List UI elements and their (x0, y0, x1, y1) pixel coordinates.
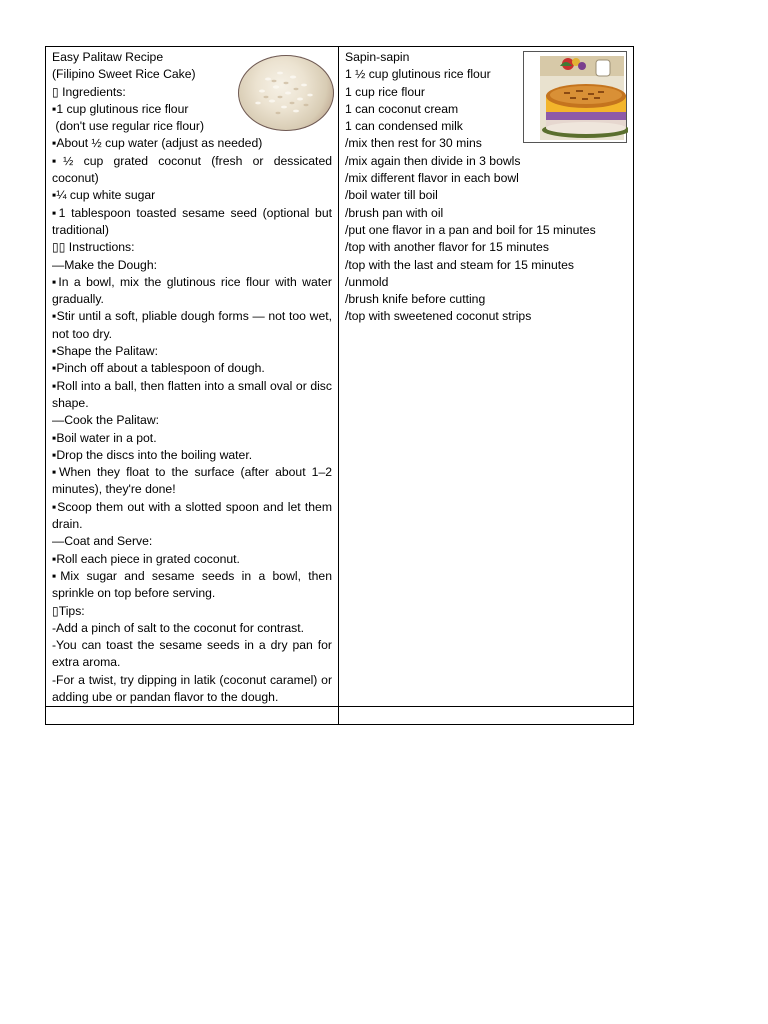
tip-item: -For a twist, try dipping in latik (coconut caramel) or adding ube or pandan flavor to the dough. (52, 672, 336, 704)
tip-item: -Add a pinch of salt to the coconut for contrast. (52, 620, 305, 635)
clipboard-icon: ▯ (52, 84, 59, 99)
empty-cell-left (46, 707, 339, 725)
palitaw-cell (46, 47, 339, 707)
ingredient-item: ▪1 cup glutinous rice flour (52, 101, 189, 116)
instructions-heading-label: Instructions: (65, 240, 135, 255)
sapin-line: /mix then rest for 30 mins (345, 136, 482, 151)
sapin-line: /mix different flavor in each bowl (345, 171, 519, 186)
palitaw-subtitle: (Filipino Sweet Rice Cake) (52, 67, 196, 82)
recipe-table (45, 46, 634, 725)
sapin-line: /brush pan with oil (345, 205, 444, 220)
sapin-line: /unmold (345, 274, 389, 289)
sapin-line: /brush knife before cutting (345, 292, 486, 307)
ingredient-item: ▪1 tablespoon toasted sesame seed (optional but traditional) (52, 205, 336, 237)
rice-texture (238, 55, 334, 131)
sapin-sapin-photo (523, 51, 627, 143)
instruction-step: ▪Shape the Palitaw: (52, 344, 158, 359)
sapin-title: Sapin-sapin (345, 50, 410, 64)
sapin-line: /put one flavor in a pan and boil for 15 minutes (345, 222, 596, 237)
sapin-line: 1 ½ cup glutinous rice flour (345, 67, 491, 82)
tips-heading (52, 603, 332, 620)
instructions-heading (52, 239, 332, 256)
instruction-step: —Cook the Palitaw: (52, 413, 160, 428)
instruction-step: ▪Roll into a ball, then flatten into a small oval or disc shape. (52, 378, 336, 410)
instruction-step: —Coat and Serve: (52, 534, 153, 549)
sapin-line: /mix again then divide in 3 bowls (345, 153, 521, 168)
sapin-line: /boil water till boil (345, 188, 438, 203)
cake-illustration (524, 52, 628, 144)
instruction-step: ▪Roll each piece in grated coconut. (52, 551, 240, 566)
lightbulb-icon: ▯ (52, 603, 59, 618)
instruction-step: ▪Boil water in a pot. (52, 430, 157, 445)
ingredient-item: ▪½ cup grated coconut (fresh or dessicated coconut) (52, 153, 336, 186)
sapin-line: /top with the last and steam for 15 minutes (345, 257, 574, 272)
sapin-line: 1 can condensed milk (345, 119, 463, 134)
instruction-step: ▪Scoop them out with a slotted spoon and let them drain. (52, 499, 336, 532)
sapin-line: 1 can coconut cream (345, 101, 459, 116)
instruction-step: ▪Stir until a soft, pliable dough forms — not too wet, not too dry. (52, 309, 336, 341)
sapin-line: /top with sweetened coconut strips (345, 309, 532, 324)
sapin-line: 1 cup rice flour (345, 84, 425, 99)
instruction-step: —Make the Dough: (52, 257, 158, 272)
palitaw-title: Easy Palitaw Recipe (52, 50, 164, 64)
ingredients-heading-label: Ingredients: (58, 84, 126, 99)
ingredient-item: ▪About ½ cup water (adjust as needed) (52, 136, 263, 151)
sapin-sapin-cell (339, 47, 634, 707)
instruction-step: ▪Pinch off about a tablespoon of dough. (52, 361, 265, 376)
ingredient-item: (don't use regular rice flour) (52, 119, 205, 134)
ingredient-item: ▪¼ cup white sugar (52, 188, 156, 203)
empty-row (46, 707, 634, 725)
empty-cell-right (339, 707, 634, 725)
instruction-step: ▪Mix sugar and sesame seeds in a bowl, then sprinkle on top before serving. (52, 568, 336, 601)
sapin-line: /top with another flavor for 15 minutes (345, 240, 549, 255)
palitaw-photo (238, 55, 334, 131)
tips-heading-label: Tips: (58, 603, 85, 618)
cooking-icon: ▯▯ (52, 240, 66, 255)
tip-item: -You can toast the sesame seeds in a dry pan for extra aroma. (52, 638, 336, 670)
recipe-row (46, 47, 634, 707)
instruction-step: ▪When they float to the surface (after about 1–2 minutes), they're done! (52, 465, 336, 497)
instruction-step: ▪Drop the discs into the boiling water. (52, 447, 253, 462)
instruction-step: ▪In a bowl, mix the glutinous rice flour with water gradually. (52, 274, 336, 307)
